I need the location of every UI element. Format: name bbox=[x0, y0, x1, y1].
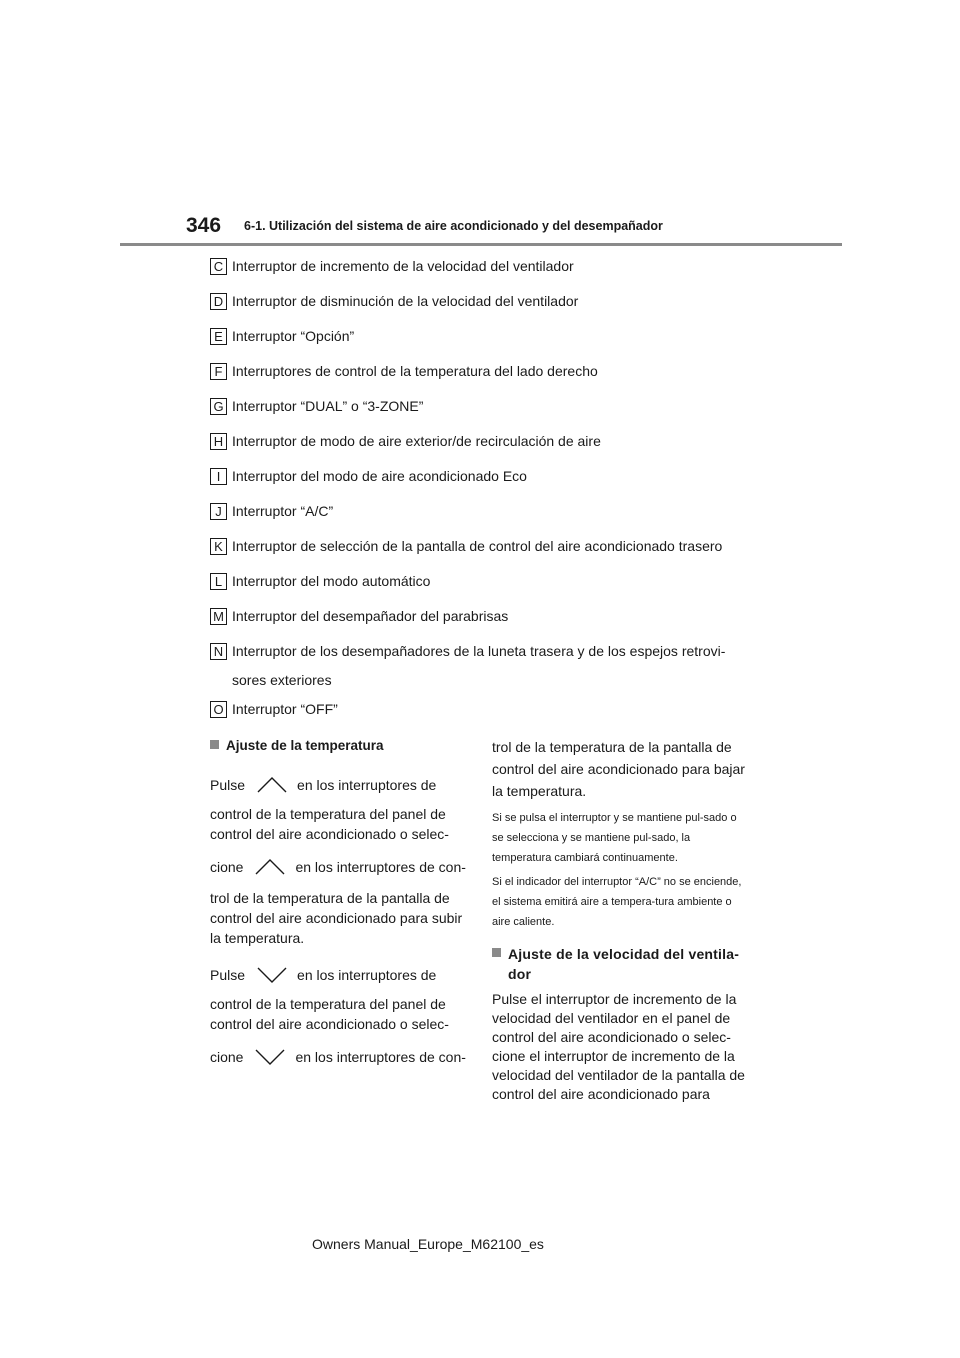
page-number: 346 bbox=[186, 214, 222, 237]
legend-letter: H bbox=[210, 433, 227, 450]
legend-item bbox=[210, 643, 770, 701]
legend-item bbox=[210, 538, 770, 573]
text-fragment: cione bbox=[210, 859, 244, 875]
cione-up-line bbox=[210, 852, 468, 882]
legend-item bbox=[210, 468, 770, 503]
text-fragment: Pulse bbox=[210, 967, 246, 983]
pulse-up-line bbox=[210, 770, 468, 800]
legend-item bbox=[210, 328, 770, 363]
legend-text: Interruptor de incremento de la velocidad del ventilador bbox=[232, 258, 574, 274]
legend-item bbox=[210, 363, 770, 398]
chevron-down-icon bbox=[255, 965, 289, 985]
chevron-up-icon bbox=[253, 857, 287, 877]
paragraph: trol de la temperatura de la pantalla de control del aire acondicionado para subir la temperatura. bbox=[210, 890, 463, 946]
text-fragment: en los interruptores de bbox=[297, 777, 437, 793]
legend-text: Interruptor de disminución de la velocidad del ventilador bbox=[232, 293, 579, 309]
legend-text: Interruptor “Opción” bbox=[232, 328, 355, 344]
right-column bbox=[492, 736, 748, 1104]
legend-letter: J bbox=[210, 503, 227, 520]
legend-text: Interruptor del desempañador del parabrisas bbox=[232, 608, 509, 624]
legend-letter: C bbox=[210, 258, 227, 275]
legend-letter: G bbox=[210, 398, 227, 415]
legend-item bbox=[210, 293, 770, 328]
legend-text: Interruptor del modo automático bbox=[232, 573, 431, 589]
legend-item bbox=[210, 258, 770, 293]
text-fragment: en los interruptores de bbox=[297, 967, 437, 983]
legend-text: Interruptor de modo de aire exterior/de recirculación de aire bbox=[232, 433, 601, 449]
text-fragment: Pulse bbox=[210, 777, 246, 793]
footer-text: Owners Manual_Europe_M62100_es bbox=[312, 1236, 544, 1252]
legend-item bbox=[210, 608, 770, 643]
legend-letter: F bbox=[210, 363, 227, 380]
bullet-square-icon bbox=[492, 948, 501, 957]
chevron-down-icon bbox=[253, 1047, 287, 1067]
text-fragment: en los interruptores de con- bbox=[295, 1049, 466, 1065]
section-title: 6-1. Utilización del sistema de aire acondicionado y del desempañador bbox=[244, 219, 663, 233]
legend-text: Interruptor “DUAL” o “3-ZONE” bbox=[232, 398, 424, 414]
legend-text: Interruptor “A/C” bbox=[232, 503, 334, 519]
legend-list bbox=[210, 258, 770, 731]
legend-text: Interruptor del modo de aire acondicionado Eco bbox=[232, 468, 527, 484]
legend-letter: L bbox=[210, 573, 227, 590]
paragraph: trol de la temperatura de la pantalla de control del aire acondicionado para bajar la temperatura. bbox=[492, 739, 745, 799]
fan-speed-heading bbox=[492, 944, 748, 984]
legend-text: Interruptor “OFF” bbox=[232, 701, 338, 717]
legend-item bbox=[210, 503, 770, 538]
legend-letter: I bbox=[210, 468, 227, 485]
bullet-square-icon bbox=[210, 740, 219, 749]
chevron-up-icon bbox=[255, 775, 289, 795]
note-paragraph: Si el indicador del interruptor “A/C” no se enciende, el sistema emitirá aire a tempera-tura ambiente o aire caliente. bbox=[492, 876, 742, 928]
legend-letter: K bbox=[210, 538, 227, 555]
paragraph: Pulse el interruptor de incremento de la velocidad del ventilador en el panel de control del aire acondicionado o selec-cione el interruptor de incremento de la velocidad del ventilador de la pantalla de control del aire acondicionado para bbox=[492, 991, 745, 1102]
legend-letter: O bbox=[210, 701, 227, 718]
paragraph: control de la temperatura del panel de control del aire acondicionado o selec- bbox=[210, 996, 449, 1032]
legend-item bbox=[210, 701, 770, 731]
left-column bbox=[210, 736, 468, 1072]
heading-text: Ajuste de la velocidad del ventila-dor bbox=[508, 946, 740, 982]
legend-item bbox=[210, 398, 770, 433]
text-fragment: en los interruptores de con- bbox=[295, 859, 466, 875]
pulse-down-line bbox=[210, 960, 468, 990]
legend-text-continuation: sores exteriores bbox=[232, 672, 332, 688]
header-rule bbox=[120, 243, 842, 246]
legend-text: Interruptores de control de la temperatura del lado derecho bbox=[232, 363, 598, 379]
legend-item bbox=[210, 433, 770, 468]
cione-down-line bbox=[210, 1042, 468, 1072]
legend-text: Interruptor de selección de la pantalla de control del aire acondicionado trasero bbox=[232, 538, 723, 554]
heading-text: Ajuste de la temperatura bbox=[226, 738, 384, 753]
legend-letter: M bbox=[210, 608, 227, 625]
legend-letter: D bbox=[210, 293, 227, 310]
temperature-heading bbox=[210, 736, 468, 756]
legend-letter: E bbox=[210, 328, 227, 345]
legend-item bbox=[210, 573, 770, 608]
note-paragraph: Si se pulsa el interruptor y se mantiene pul-sado o se selecciona y se mantiene pul-sado, la temperatura cambiará continuamente. bbox=[492, 812, 737, 864]
legend-text: Interruptor de los desempañadores de la luneta trasera y de los espejos retrovi- bbox=[232, 643, 726, 659]
paragraph: control de la temperatura del panel de control del aire acondicionado o selec- bbox=[210, 806, 449, 842]
text-fragment: cione bbox=[210, 1049, 244, 1065]
legend-letter: N bbox=[210, 643, 227, 660]
